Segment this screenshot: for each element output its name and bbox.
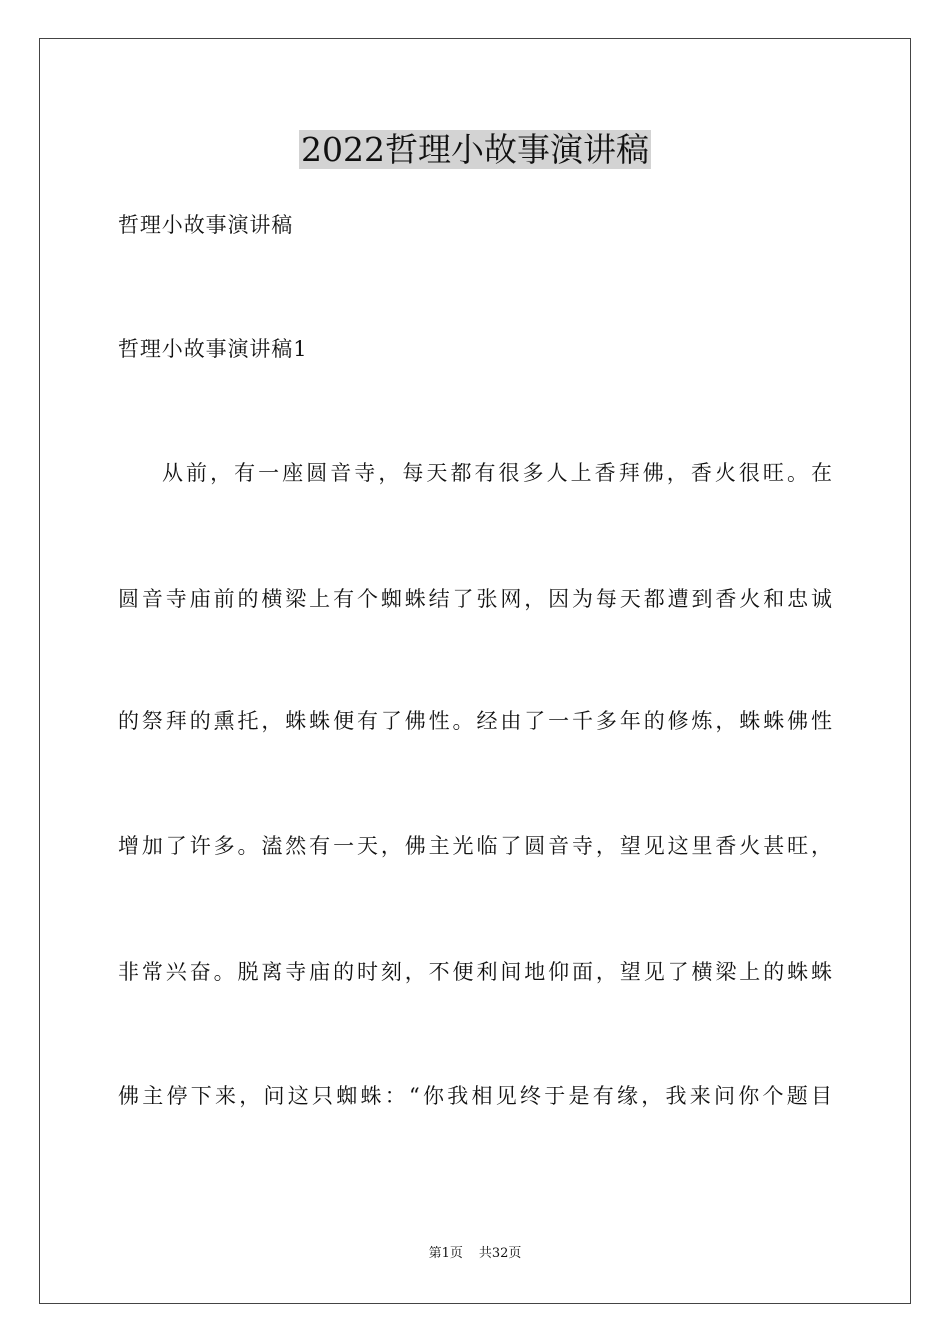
body-line-6: 佛主停下来，问这只蜘蛛：“你我相见终于是有缘，我来问你个题目 — [118, 1084, 832, 1108]
document-title — [0, 128, 950, 172]
body-line-1: 从前，有一座圆音寺，每天都有很多人上香拜佛，香火很旺。在 — [162, 461, 832, 485]
body-line-2: 圆音寺庙前的横梁上有个蜘蛛结了张网，因为每天都遭到香火和忠诚 — [118, 587, 832, 611]
page-total: 共32页 — [478, 1246, 522, 1261]
body-line-5: 非常兴奋。脱离寺庙的时刻，不便利间地仰面，望见了横梁上的蛛蛛 — [118, 960, 832, 984]
page-number: 第1页 — [428, 1246, 463, 1261]
body-line-3: 的祭拜的熏托，蛛蛛便有了佛性。经由了一千多年的修炼，蛛蛛佛性 — [118, 709, 832, 733]
page-footer — [0, 1245, 950, 1263]
section-heading: 哲理小故事演讲稿1 — [118, 337, 308, 361]
document-subtitle: 哲理小故事演讲稿 — [118, 213, 294, 237]
body-line-4: 增加了许多。溘然有一天，佛主光临了圆音寺，望见这里香火甚旺， — [118, 834, 832, 858]
document-title-text: 2022哲理小故事演讲稿 — [301, 130, 649, 169]
